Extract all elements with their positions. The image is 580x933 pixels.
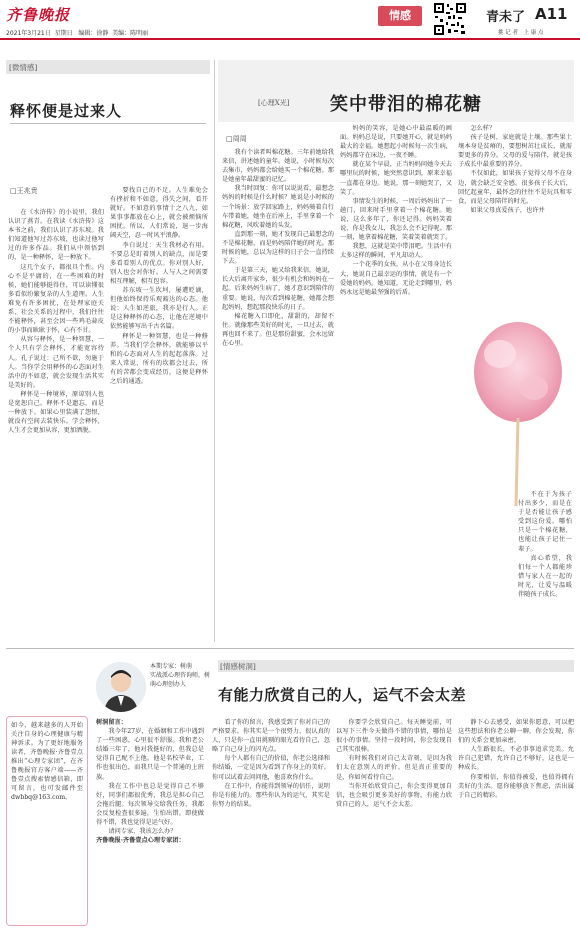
paragraph: 真心希望，我们每一个人都能珍惜与家人在一起的时光，让爱与温暖伴随孩子成长。	[518, 554, 572, 599]
paragraph: 请问专家，我该怎么办？	[108, 828, 177, 836]
article-title: 有能力欣赏自己的人，运气不会太差	[218, 686, 467, 704]
reply-column-1	[212, 718, 330, 928]
editor-credit: 编辑：徐静	[78, 30, 109, 37]
masthead-info-line	[6, 28, 148, 37]
masthead-rule	[0, 38, 580, 40]
paragraph: 释怀是一种境界，原谅别人也是宽恕自己。释怀不是遗忘，而是一种放下。如果心里装满了怨恨，就没有空间去装快乐。学会释怀，人生才会更加从容，更加洒脱。	[8, 390, 104, 435]
article-byline: □周周	[226, 135, 247, 143]
sidebar-box	[6, 716, 88, 926]
column-tag: [心理X光]	[258, 99, 290, 107]
reply-column-3	[458, 718, 574, 928]
paragraph: 人生路很长，不必事事追求完美。允许自己犯错，允许自己不够好，这也是一种成长。	[458, 746, 574, 772]
qr-code-icon	[433, 2, 467, 36]
paragraph: 孩子是树，家庭就是土壤。那些果土壤本身是贫瘠的，要想树茁壮成长，就需要更多的养分。父母的爱与陪伴，就是孩子成长中最重要的养分。	[458, 134, 572, 169]
paragraph: 这几个女子，都很具个性。内心不是平庸的，在一些困难的时候，她们能够挺得住，可以读懂很多看似纷繁复杂的人生道理。人生难免有许多困扰，在处理家庭关系、社会关系的过程中，我们往往不能释怀，甚至会因一些鸡毛蒜皮的小事而耿耿于怀，心有不甘。	[8, 263, 104, 335]
article-release-column	[6, 60, 210, 642]
paragraph: 在工作中，你能得到领导的信任，说明你是有能力的。那些你认为的运气，其实是你努力的结果。	[212, 782, 330, 808]
paragraph: 我有个读者叫棉花糖。三年前她给我来信，讲述她的童年。她说，小时候每次去集市，妈妈都会给她买一个棉花糖。那是她童年最甜蜜的记忆。	[222, 149, 334, 184]
expert-label: 齐鲁晚报·齐鲁壹点心理专家团：	[96, 837, 185, 845]
paragraph: 怎么样？	[470, 125, 496, 132]
art-credit: 美编：陈明丽	[112, 30, 149, 37]
column-tag-bar	[6, 60, 210, 74]
paragraph: 我今年27岁，在婚姻和工作中遇到了一些困惑，心里很不舒服。我和老公结婚三年了，他对我挺好的，但我总是觉得自己配不上他。他是名校毕业，工作也很出色，而我只是一个普通的上班族。	[96, 728, 204, 781]
paragraph: 有时候我们对自己太苛刻，是因为我们太在意别人的评价。但是真正重要的是，你如何看待自己。	[336, 755, 452, 781]
edition-slogan: 青未了	[486, 10, 526, 25]
article-title: 释怀便是过来人	[10, 102, 123, 120]
page-number: A11	[535, 5, 568, 23]
avatar	[96, 662, 146, 712]
column-tag: [情感树洞]	[220, 662, 256, 671]
article-text-col3-bottom	[518, 490, 572, 638]
paragraph: 要找自己的不足。人生难免会有挫折和不如意，得失之间，看开就好。不如意的事情十之八九，如果事事都放在心上，就会被烦恼所困扰。所以，人们常说，退一步海阔天空，忍一时风平浪静。	[110, 187, 208, 240]
paragraph: 妈妈的笑容，是她心中最温暖的画面。妈妈总是说，只要她开心，就是妈妈最大的幸福。她想起小时候每一次生病，妈妈都守在床边，一夜不睡。	[340, 125, 452, 160]
section-badge	[378, 6, 422, 26]
column-tag-bar	[218, 660, 574, 672]
paragraph: 直到那一刻，她才发现自己最想念的不是棉花糖，而是妈妈陪伴她的时光。那时候的她，总以为这样的日子会一直持续下去。	[222, 230, 334, 266]
paragraph: 棉花糖入口即化，甜甜的，却留不住。就像那些美好的时光，一旦过去，就再也回不来了。但是那份甜蜜，会永远留在心里。	[222, 312, 334, 347]
article-title: 笑中带泪的棉花糖	[330, 94, 482, 115]
issue-weekday: 星期日	[54, 30, 73, 37]
section-badge-label: 情感	[389, 9, 411, 22]
article-text-col2	[340, 124, 452, 638]
paragraph: 不仅如此，如果孩子觉得父母不在身边，就会缺乏安全感。很多孩子长大后，回忆起童年，最怀念的往往不是玩具和零食，而是父母陪伴的时光。	[458, 170, 572, 205]
paragraph: 在《水浒传》的小说里，我们认识了燕青。在我读《水浒传》这本书之前，我们认识了苏东坡。我们知道他写过苏东坡，也读过他写过的许多作品。我们从中领悟到的，是一种释怀，是一种放下。	[8, 209, 104, 262]
column-divider	[214, 60, 215, 642]
article-byline: □王兆贵	[10, 187, 38, 195]
paragraph: 就在某个早晨，正当妈妈问她今天去哪里玩的时候，她突然意识到，原来幸福一直都在身边。她说，那一刻她哭了，又笑了。	[340, 161, 452, 196]
paragraph: 静下心去感受，如果你愿意，可以把这些想法和你老公聊一聊，你会发现，你们的关系会更加亲密。	[458, 719, 574, 745]
article-cotton-candy	[218, 60, 574, 642]
paragraph: 事情发生的时候，一周后妈妈出了一趟门，回来时手里拿着一个棉花糖。她说，这么多年了，你还记得。妈妈笑着说，你是我女儿，我怎么会不记得呢。那一刻，她拿着棉花糖，笑着笑着就哭了。	[340, 197, 452, 242]
paragraph: 每个人都有自己的价值，你老公选择和你结婚，一定是因为看到了你身上的美好。你可以试着去问问他，他喜欢你什么。	[212, 755, 330, 781]
masthead	[0, 0, 580, 42]
cotton-candy-illustration	[458, 314, 574, 510]
issue-date: 2021年3月21日	[6, 30, 51, 37]
expert-caption: 本期专家：树萌 实战派心理咨询师，树萌心理创办人	[150, 663, 211, 688]
sidebar-text: 如今，越来越多的人开始关注自身的心理健康与精神诉求。为了更好地服务读者，齐鲁晚报·齐鲁壹点推出“心理专家团”，在齐鲁晚报官方客户端——齐鲁壹点搜索情感信箱，即可留言，也可发邮件至dwbbq@163.com。	[11, 722, 83, 801]
paragraph: 我想，这就是笑中带泪吧。生活中有太多这样的瞬间，平凡却动人。	[340, 243, 452, 260]
paragraph: 当你开始欣赏自己，你会变得更加自信，也会吸引更多美好的事物。有能力欣赏自己的人，运气不会太差。	[336, 782, 452, 808]
paragraph: 不在于为孩子付出多少，而是在于是否能让孩子感受到这份爱。哪怕只是一个棉花糖，也能让孩子记住一辈子。	[518, 491, 572, 553]
letter-label: 树洞留言：	[96, 719, 127, 726]
paragraph: 一个花季的女孩，从小在父母身边长大，她说自己最幸运的事情，就是有一个爱她的妈妈。她知道，无论走到哪里，妈妈永远是她最坚强的后盾。	[340, 261, 452, 296]
masthead-motto: 挑 记 者 上 康 点	[498, 30, 544, 36]
paragraph: 我当时回复：你可以说说看，最想念妈妈的时候是什么时候？她说是小时候的一个场景：放学回家路上，妈妈骑着自行车带着她，她坐在后座上，手里拿着一个棉花糖，风吹着她的头发。	[222, 185, 334, 229]
paragraph: 你要学会欣赏自己。每天睡觉前，可以写下三件今天做得不错的事情，哪怕是很小的事情。坚持一段时间，你会发现自己其实很棒。	[336, 719, 452, 754]
title-rule	[10, 123, 206, 124]
newspaper-logo: 齐鲁晚报	[6, 6, 71, 24]
paragraph: 李白说过：天生我材必有用。不要总是盯着别人的缺点，而是要多看看别人的优点。你对别人好，别人也会对你好。人与人之间需要相互理解，相互包容。	[110, 241, 208, 285]
paragraph: 从容与释怀，是一种智慧，一个人只有学会释怀，才能宽容待人。孔子说过：己所不欲，勿施于人。当你学会用释怀的心态面对生活中的不如意，就会发现生活其实是美好的。	[8, 336, 104, 389]
article-text-col1	[8, 208, 104, 638]
section-rule	[6, 648, 574, 649]
paragraph: 释怀是一种智慧，也是一种修养。当我们学会释怀，就能够以平和的心态面对人生的起起落落。过来人常说，所有的坎都会过去，所有的苦都会变成经历，这便是释怀之后的通透。	[110, 332, 208, 385]
paragraph: 于是第三天，她又给我来信。她说，长大后离开家乡，很少有机会和妈妈在一起。后来妈妈生病了，她才意识到陪伴的重要。她说，每次看到棉花糖，她都会想起妈妈，想起那段快乐的日子。	[222, 267, 334, 311]
article-text-col2	[110, 186, 208, 638]
reply-column-2	[336, 718, 452, 928]
title-panel	[218, 60, 574, 122]
expert-photo	[96, 662, 146, 712]
paragraph: 苏东坡一生坎坷，屡遭贬谪，但他始终保持乐观豁达的心态。他说：人生如逆旅，我亦是行人。正是这种释怀的心态，让他在逆境中依然能够写出千古名篇。	[110, 287, 208, 331]
paragraph: 我在工作中也总是觉得自己不够好，同事们都很优秀，我总是担心自己会拖后腿。每次领导交给我任务，我都会反复检查很多遍，生怕出错。即使做得不错，我也觉得是运气好。	[96, 782, 204, 827]
paragraph: 看了你的留言，我感受到了你对自己的严格要求。你其实是一个很努力、很认真的人，只是你一直用挑剔的眼光看待自己，忽略了自己身上的闪光点。	[212, 719, 330, 754]
article-text-col1	[222, 148, 334, 638]
paragraph: 如果父母真爱孩子，也许并	[470, 206, 545, 214]
column-tag: [微情感]	[9, 63, 38, 72]
letter-column	[96, 718, 204, 928]
paragraph: 你要相信，你值得被爱，也值得拥有美好的生活。愿你能够放下焦虑，活出属于自己的精彩。	[458, 773, 574, 799]
